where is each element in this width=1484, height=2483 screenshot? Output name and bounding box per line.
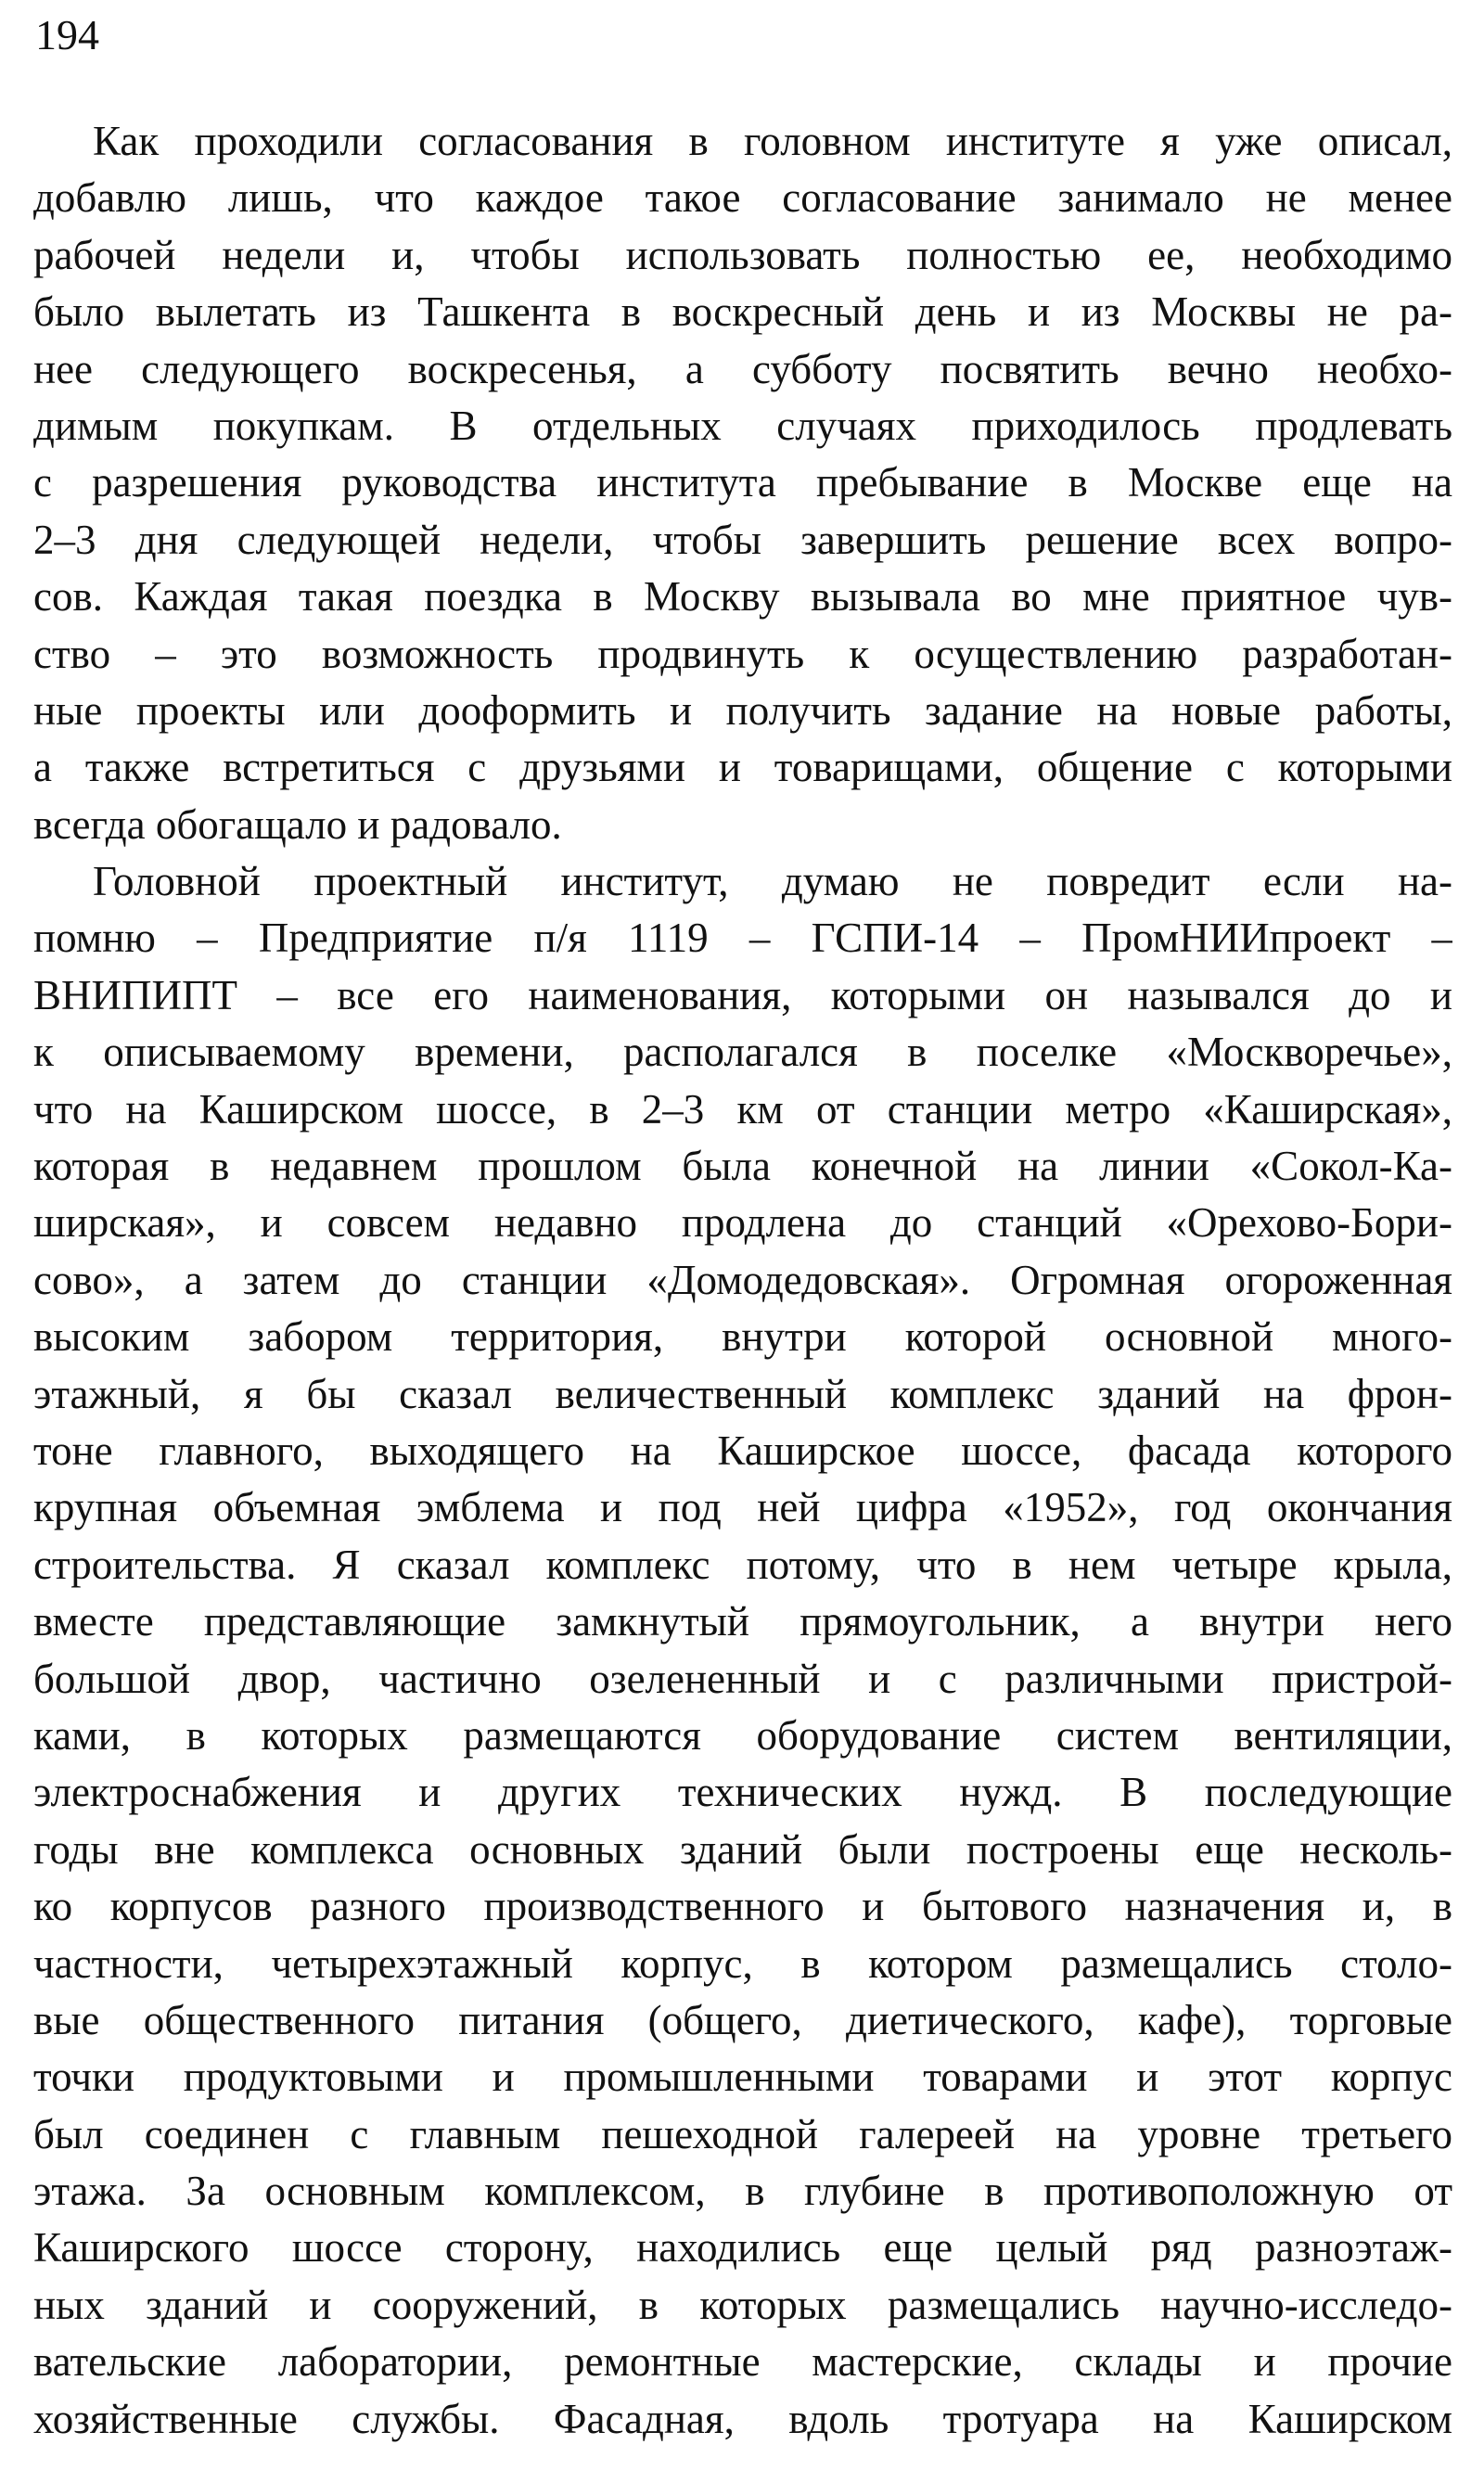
text-line: ные проекты или дооформить и получить задание на новые работы, [33,686,1452,734]
text-line: нее следующего воскресенья, а субботу посвятить вечно необхо- [33,345,1452,392]
page-number: 194 [35,11,99,58]
text-line: вательские лаборатории, ремонтные мастерские, склады и прочие [33,2338,1452,2386]
text-line: а также встретиться с друзьями и товарищами, общение с которыми [33,744,1452,791]
text-line: ками, в которых размещаются оборудование систем вентиляции, [33,1711,1452,1759]
text-line: ВНИПИПТ – все его наименования, которыми он назывался до и [33,971,1452,1018]
paragraph [33,113,1452,853]
text-line: что на Каширском шоссе, в 2–3 км от станции метро «Каширская», [33,1085,1452,1133]
text-line: этажа. За основным комплексом, в глубине в противоположную от [33,2168,1452,2215]
text-line: помню – Предприятие п/я 1119 – ГСПИ-14 – ПромНИИпроект – [33,915,1452,962]
text-line: к описываемому времени, располагался в поселке «Москворечье», [33,1029,1452,1076]
text-line: было вылетать из Ташкента в воскресный день и из Москвы не ра- [33,288,1452,336]
text-line: Каширского шоссе сторону, находились еще целый ряд разноэтаж- [33,2224,1452,2272]
text-line: был соединен с главным пешеходной галереей на уровне третьего [33,2110,1452,2157]
text-line: крупная объемная эмблема и под ней цифра «1952», год окончания [33,1484,1452,1531]
text-line: этажный, я бы сказал величественный комплекс зданий на фрон- [33,1370,1452,1417]
text-line: годы вне комплекса основных зданий были построены еще несколь- [33,1825,1452,1873]
text-line: ство – это возможность продвинуть к осуществлению разработан- [33,630,1452,677]
text-line: ко корпусов разного производственного и бытового назначения и, в [33,1883,1452,1930]
text-line: электроснабжения и других технических нужд. В последующие [33,1769,1452,1816]
text-line: высоким забором территория, внутри которой основной много- [33,1313,1452,1361]
text-line: всегда обогащало и радовало. [33,800,562,848]
text-line: ных зданий и сооружений, в которых размещались научно-исследо- [33,2281,1452,2328]
text-line: с разрешения руководства института пребывание в Москве еще на [33,459,1452,506]
text-line: большой двор, частично озелененный и с различными пристрой- [33,1655,1452,1702]
text-line: которая в недавнем прошлом была конечной на линии «Сокол-Ка- [33,1143,1452,1190]
text-line: частности, четырехэтажный корпус, в котором размещались столо- [33,1939,1452,1987]
text-line: димым покупкам. В отдельных случаях приходилось продлевать [33,402,1452,449]
text-line: 2–3 дня следующей недели, чтобы завершить решение всех вопро- [33,516,1452,563]
body-text [33,113,1452,2448]
text-line: сов. Каждая такая поездка в Москву вызывала во мне приятное чув- [33,573,1452,621]
text-line: ширская», и совсем недавно продлена до станций «Орехово-Бори- [33,1199,1452,1247]
text-line: вместе представляющие замкнутый прямоугольник, а внутри него [33,1598,1452,1645]
text-line: Как проходили согласования в головном институте я уже описал, [93,118,1452,164]
text-line: сово», а затем до станции «Домодедовская». Огромная огороженная [33,1256,1452,1303]
text-line: хозяйственные службы. Фасадная, вдоль тротуара на Каширском [33,2395,1452,2442]
text-line: строительства. Я сказал комплекс потому, что в нем четыре крыла, [33,1541,1452,1588]
text-line: рабочей недели и, чтобы использовать полностью ее, необходимо [33,231,1452,278]
text-line: тоне главного, выходящего на Каширское шоссе, фасада которого [33,1427,1452,1474]
text-line: добавлю лишь, что каждое такое согласование занимало не менее [33,174,1452,222]
paragraph [33,853,1452,2448]
text-line: точки продуктовыми и промышленными товарами и этот корпус [33,2054,1452,2101]
text-line: вые общественного питания (общего, диетического, кафе), торговые [33,1996,1452,2043]
text-line: Головной проектный институт, думаю не повредит если на- [93,858,1452,905]
